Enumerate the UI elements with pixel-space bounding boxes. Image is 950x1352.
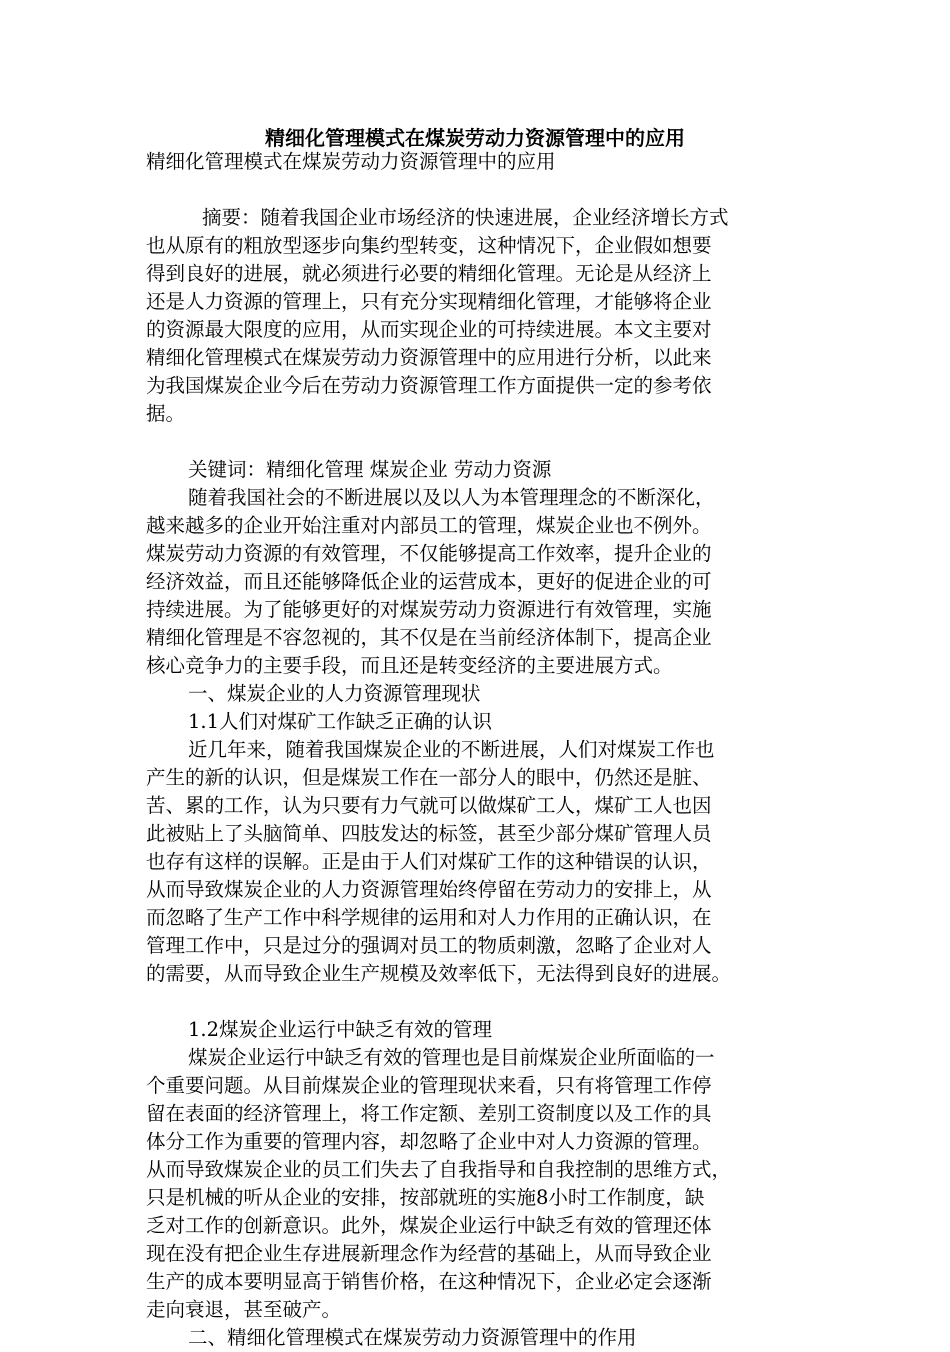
paragraph-line: 煤炭企业运行中缺乏有效的管理也是目前煤炭企业所面临的一 bbox=[188, 1046, 715, 1069]
paragraph-line: 只是机械的听从企业的安排，按部就班的实施8小时工作制度，缺 bbox=[146, 1186, 705, 1209]
document-subtitle: 精细化管理模式在煤炭劳动力资源管理中的应用 bbox=[146, 150, 556, 173]
paragraph-line: 从而导致煤炭企业的员工们失去了自我指导和自我控制的思维方式， bbox=[146, 1158, 732, 1181]
section-heading: 二、精细化管理模式在煤炭劳动力资源管理中的作用 bbox=[188, 1326, 637, 1349]
paragraph-line: 乏对工作的创新意识。此外，煤炭企业运行中缺乏有效的管理还体 bbox=[146, 1214, 712, 1237]
intro-line: 随着我国社会的不断进展以及以人为本管理理念的不断深化， bbox=[188, 486, 715, 509]
subsection-heading: 1.2煤炭企业运行中缺乏有效的管理 bbox=[188, 1018, 493, 1041]
intro-line: 精细化管理是不容忽视的，其不仅是在当前经济体制下，提高企业 bbox=[146, 626, 712, 649]
blank-line bbox=[146, 176, 806, 204]
paragraph-line: 的需要，从而导致企业生产规模及效率低下，无法得到良好的进展。 bbox=[146, 962, 732, 985]
document-body bbox=[146, 148, 806, 1352]
paragraph-line: 而忽略了生产工作中科学规律的运用和对人力作用的正确认识，在 bbox=[146, 906, 712, 929]
abstract-line: 得到良好的进展，就必须进行必要的精细化管理。无论是从经济上 bbox=[146, 262, 712, 285]
subsection-1-1-paragraph bbox=[146, 736, 806, 988]
abstract-line: 据。 bbox=[146, 402, 186, 425]
paragraph-line: 留在表面的经济管理上，将工作定额、差别工资制度以及工作的具 bbox=[146, 1102, 712, 1125]
paragraph-line: 走向衰退，甚至破产。 bbox=[146, 1298, 342, 1321]
abstract-line: 也从原有的粗放型逐步向集约型转变，这种情况下，企业假如想要 bbox=[146, 234, 712, 257]
paragraph-line: 近几年来，随着我国煤炭企业的不断进展，人们对煤炭工作也 bbox=[188, 738, 715, 761]
abstract-paragraph bbox=[146, 204, 806, 428]
document-title: 精细化管理模式在煤炭劳动力资源管理中的应用 bbox=[265, 126, 685, 150]
paragraph-line: 体分工作为重要的管理内容，却忽略了企业中对人力资源的管理。 bbox=[146, 1130, 712, 1153]
intro-paragraph bbox=[146, 484, 806, 680]
abstract-line: 的资源最大限度的应用，从而实现企业的可持续进展。本文主要对 bbox=[146, 318, 712, 341]
keywords-line: 关键词：精细化管理 煤炭企业 劳动力资源 bbox=[188, 458, 552, 481]
intro-line: 持续进展。为了能够更好的对煤炭劳动力资源进行有效管理，实施 bbox=[146, 598, 712, 621]
paragraph-line: 生产的成本要明显高于销售价格，在这种情况下，企业必定会逐渐 bbox=[146, 1270, 712, 1293]
abstract-line: 摘要：随着我国企业市场经济的快速进展，企业经济增长方式 bbox=[202, 206, 729, 229]
blank-line bbox=[146, 988, 806, 1016]
blank-line bbox=[146, 428, 806, 456]
paragraph-line: 也存有这样的误解。正是由于人们对煤矿工作的这种错误的认识， bbox=[146, 850, 712, 873]
intro-line: 越来越多的企业开始注重对内部员工的管理，煤炭企业也不例外。 bbox=[146, 514, 712, 537]
abstract-line: 为我国煤炭企业今后在劳动力资源管理工作方面提供一定的参考依 bbox=[146, 374, 712, 397]
paragraph-line: 此被贴上了头脑简单、四肢发达的标签，甚至少部分煤矿管理人员 bbox=[146, 822, 712, 845]
intro-line: 经济效益，而且还能够降低企业的运营成本，更好的促进企业的可 bbox=[146, 570, 712, 593]
subsection-1-2-paragraph bbox=[146, 1044, 806, 1324]
intro-line: 煤炭劳动力资源的有效管理，不仅能够提高工作效率，提升企业的 bbox=[146, 542, 712, 565]
subsection-heading: 1.1人们对煤矿工作缺乏正确的认识 bbox=[188, 710, 493, 733]
abstract-line: 还是人力资源的管理上，只有充分实现精细化管理，才能够将企业 bbox=[146, 290, 712, 313]
paragraph-line: 个重要问题。从目前煤炭企业的管理现状来看，只有将管理工作停 bbox=[146, 1074, 712, 1097]
paragraph-line: 现在没有把企业生存进展新理念作为经营的基础上，从而导致企业 bbox=[146, 1242, 712, 1265]
abstract-line: 精细化管理模式在煤炭劳动力资源管理中的应用进行分析，以此来 bbox=[146, 346, 712, 369]
paragraph-line: 苦、累的工作，认为只要有力气就可以做煤矿工人，煤矿工人也因 bbox=[146, 794, 712, 817]
paragraph-line: 管理工作中，只是过分的强调对员工的物质刺激，忽略了企业对人 bbox=[146, 934, 712, 957]
paragraph-line: 从而导致煤炭企业的人力资源管理始终停留在劳动力的安排上，从 bbox=[146, 878, 712, 901]
paragraph-line: 产生的新的认识，但是煤炭工作在一部分人的眼中，仍然还是脏、 bbox=[146, 766, 712, 789]
section-heading: 一、煤炭企业的人力资源管理现状 bbox=[188, 682, 481, 705]
intro-line: 核心竞争力的主要手段，而且还是转变经济的主要进展方式。 bbox=[146, 654, 673, 677]
